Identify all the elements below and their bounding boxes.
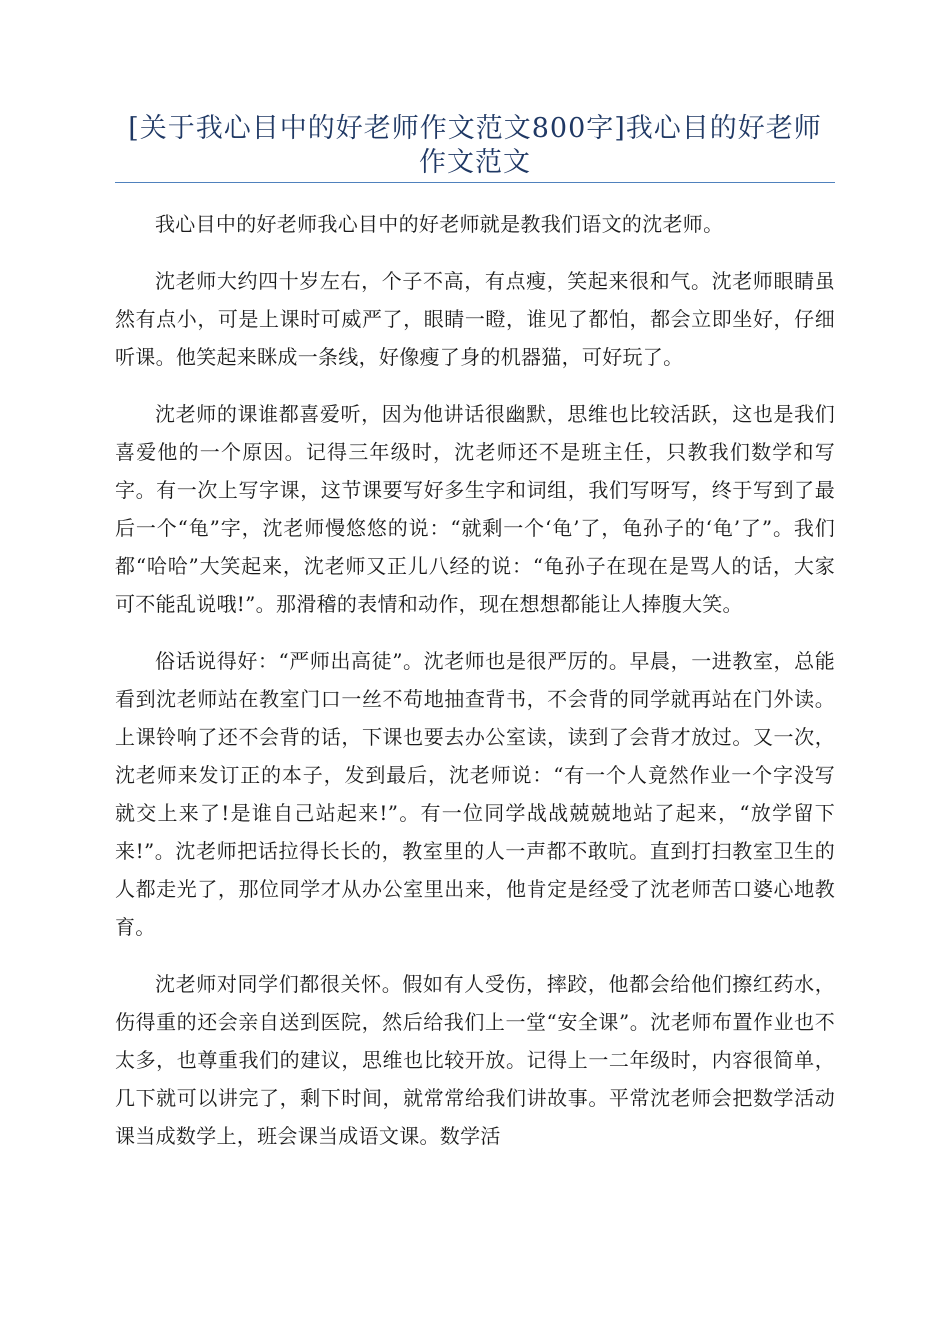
paragraph-4: 俗话说得好：“严师出高徒”。沈老师也是很严厉的。早晨，一进教室，总能看到沈老师站在教室门口一丝不苟地抽查背书，不会背的同学就再站在门外读。上课铃响了还不会背的话，下课也要去办公室读，读到了会背才放过。又一次，沈老师来发订正的本子，发到最后，沈老师说：“有一个人竟然作业一个字没写就交上来了!是谁自己站起来!”。有一位同学战战兢兢地站了起来，“放学留下来!”。沈老师把话拉得长长的，教室里的人一声都不敢吭。直到打扫教室卫生的人都走光了，那位同学才从办公室里出来，他肯定是经受了沈老师苦口婆心地教育。 [115,649,835,939]
document-body [115,205,835,1174]
page-title: [关于我心目中的好老师作文范文800字]我心目的好老师作文范文 [128,113,822,178]
paragraph-5: 沈老师对同学们都很关怀。假如有人受伤，摔跤，他都会给他们擦红药水，伤得重的还会亲自送到医院，然后给我们上一堂“安全课”。沈老师布置作业也不太多，也尊重我们的建议，思维也比较开放。记得上一二年级时，内容很简单，几下就可以讲完了，剩下时间，就常常给我们讲故事。平常沈老师会把数学活动课当成数学上，班会课当成语文课。数学活 [115,972,835,1148]
title-underline [115,182,835,183]
paragraph-2: 沈老师大约四十岁左右，个子不高，有点瘦，笑起来很和气。沈老师眼睛虽然有点小，可是上课时可威严了，眼睛一瞪，谁见了都怕，都会立即坐好，仔细听课。他笑起来眯成一条线，好像瘦了身的机器猫，可好玩了。 [115,269,835,369]
paragraph-1: 我心目中的好老师我心目中的好老师就是教我们语文的沈老师。 [155,212,724,236]
paragraph-3: 沈老师的课谁都喜爱听，因为他讲话很幽默，思维也比较活跃，这也是我们喜爱他的一个原因。记得三年级时，沈老师还不是班主任，只教我们数学和写字。有一次上写字课，这节课要写好多生字和词组，我们写呀写，终于写到了最后一个“龟”字，沈老师慢悠悠的说：“就剩一个‘龟’了，龟孙子的‘龟’了”。我们都“哈哈”大笑起来，沈老师又正儿八经的说：“龟孙子在现在是骂人的话，大家可不能乱说哦!”。那滑稽的表情和动作，现在想想都能让人捧腹大笑。 [115,402,835,616]
title-block [115,112,835,183]
